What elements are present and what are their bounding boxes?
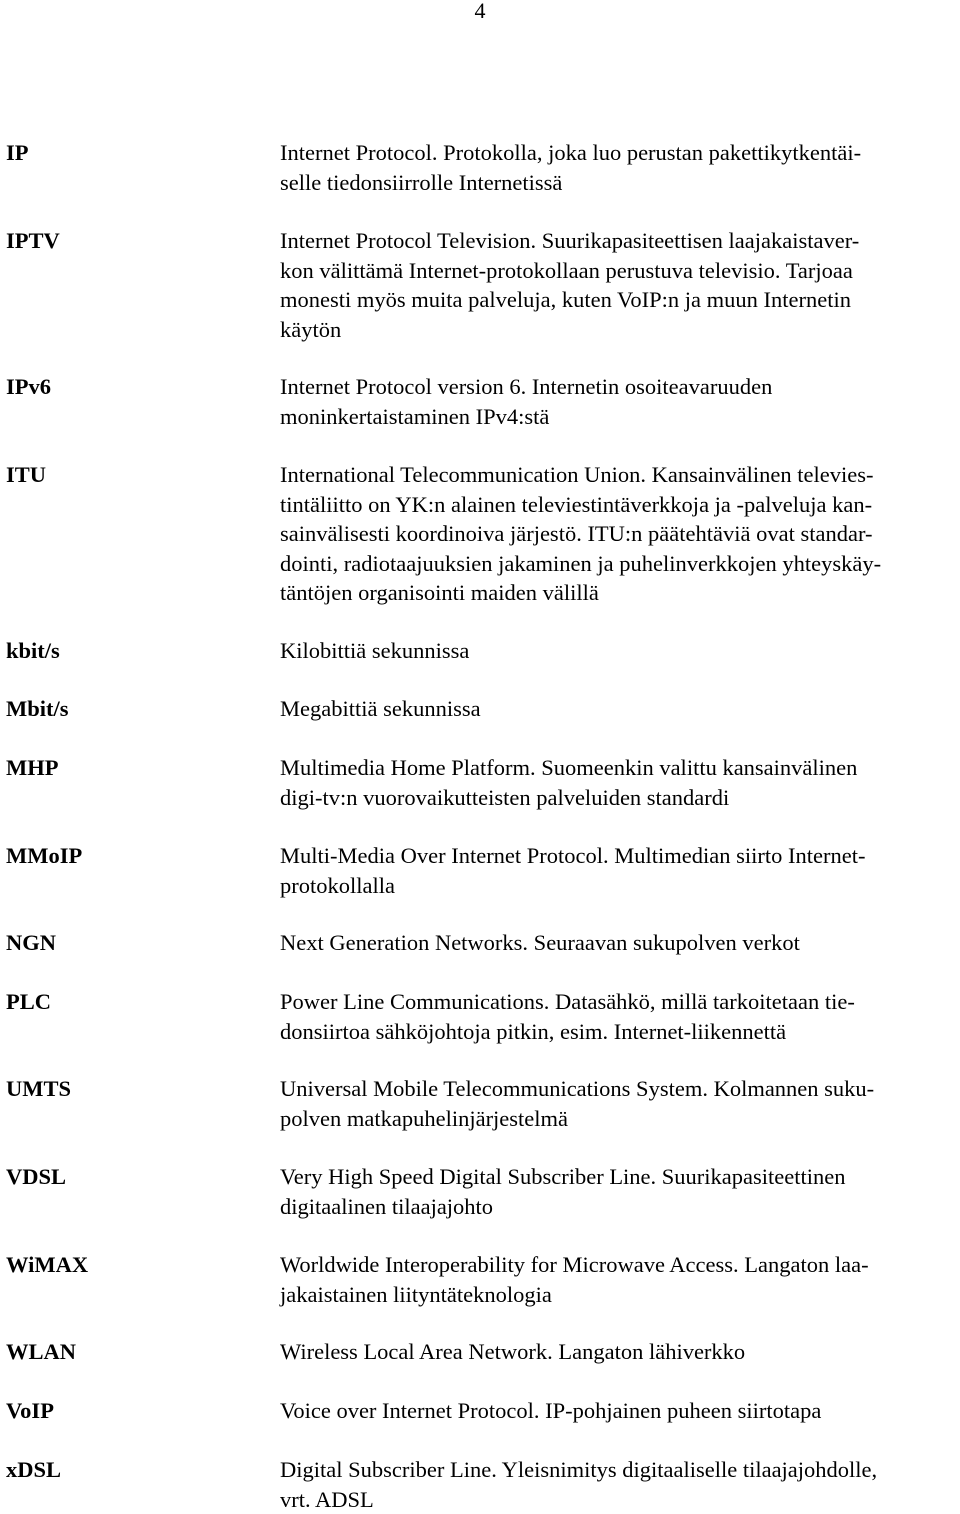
definition-line: sainvälisesti koordinoiva järjestö. ITU:n päätehtäviä ovat standar-: [280, 519, 955, 549]
glossary-term: Mbit/s: [6, 694, 69, 724]
glossary-definition: [280, 1396, 955, 1426]
definition-line: täntöjen organisointi maiden välillä: [280, 578, 955, 608]
definition-line: Digital Subscriber Line. Yleisnimitys digitaaliselle tilaajajohdolle,: [280, 1455, 955, 1485]
definition-line: Internet Protocol version 6. Internetin osoiteavaruuden: [280, 372, 955, 402]
glossary-definition: [280, 460, 955, 608]
definition-line: protokollalla: [280, 871, 955, 901]
definition-line: Multimedia Home Platform. Suomeenkin valittu kansainvälinen: [280, 753, 955, 783]
glossary-definition: [280, 694, 955, 724]
glossary-definition: [280, 987, 955, 1046]
glossary-definition: [280, 1455, 955, 1514]
glossary-term: kbit/s: [6, 636, 60, 666]
glossary-definition: [280, 1337, 955, 1367]
glossary-definition: [280, 753, 955, 812]
glossary-term: xDSL: [6, 1455, 61, 1485]
definition-line: Worldwide Interoperability for Microwave Access. Langaton laa-: [280, 1250, 955, 1280]
definition-line: Megabittiä sekunnissa: [280, 694, 955, 724]
definition-line: donsiirtoa sähköjohtoja pitkin, esim. Internet-liikennettä: [280, 1017, 955, 1047]
definition-line: kon välittämä Internet-protokollaan perustuva televisio. Tarjoaa: [280, 256, 955, 286]
glossary-definition: [280, 1162, 955, 1221]
definition-line: Next Generation Networks. Seuraavan sukupolven verkot: [280, 928, 955, 958]
definition-line: Voice over Internet Protocol. IP-pohjainen puheen siirtotapa: [280, 1396, 955, 1426]
definition-line: Universal Mobile Telecommunications System. Kolmannen suku-: [280, 1074, 955, 1104]
definition-line: Internet Protocol Television. Suurikapasiteettisen laajakaistaver-: [280, 226, 955, 256]
definition-line: tintäliitto on YK:n alainen televiestintäverkkoja ja -palveluja kan-: [280, 490, 955, 520]
definition-line: Multi-Media Over Internet Protocol. Multimedian siirto Internet-: [280, 841, 955, 871]
glossary-definition: [280, 138, 955, 197]
glossary-term: UMTS: [6, 1074, 71, 1104]
glossary-term: VoIP: [6, 1396, 54, 1426]
glossary-term: MMoIP: [6, 841, 82, 871]
glossary-definition: [280, 841, 955, 900]
definition-line: Very High Speed Digital Subscriber Line. Suurikapasiteettinen: [280, 1162, 955, 1192]
glossary-definition: [280, 372, 955, 431]
glossary-term: VDSL: [6, 1162, 66, 1192]
glossary-definition: [280, 226, 955, 344]
definition-line: International Telecommunication Union. Kansainvälinen televies-: [280, 460, 955, 490]
glossary-definition: [280, 636, 955, 666]
glossary-term: ITU: [6, 460, 46, 490]
glossary-definition: [280, 928, 955, 958]
definition-line: moninkertaistaminen IPv4:stä: [280, 402, 955, 432]
glossary-term: IP: [6, 138, 29, 168]
glossary-term: NGN: [6, 928, 56, 958]
definition-line: jakaistainen liityntäteknologia: [280, 1280, 955, 1310]
definition-line: Power Line Communications. Datasähkö, millä tarkoitetaan tie-: [280, 987, 955, 1017]
glossary-term: WiMAX: [6, 1250, 88, 1280]
glossary-definition: [280, 1074, 955, 1133]
definition-line: digitaalinen tilaajajohto: [280, 1192, 955, 1222]
definition-line: käytön: [280, 315, 955, 345]
glossary-term: WLAN: [6, 1337, 76, 1367]
definition-line: vrt. ADSL: [280, 1485, 955, 1514]
definition-line: dointi, radiotaajuuksien jakaminen ja puhelinverkkojen yhteyskäy-: [280, 549, 955, 579]
definition-line: digi-tv:n vuorovaikutteisten palveluiden standardi: [280, 783, 955, 813]
definition-line: selle tiedonsiirrolle Internetissä: [280, 168, 955, 198]
definition-line: monesti myös muita palveluja, kuten VoIP:n ja muun Internetin: [280, 285, 955, 315]
glossary-definition: [280, 1250, 955, 1309]
definition-line: Kilobittiä sekunnissa: [280, 636, 955, 666]
glossary-term: IPv6: [6, 372, 51, 402]
definition-line: Internet Protocol. Protokolla, joka luo perustan pakettikytkentäi-: [280, 138, 955, 168]
glossary-term: IPTV: [6, 226, 60, 256]
glossary-term: PLC: [6, 987, 51, 1017]
page-number: 4: [0, 0, 960, 26]
glossary-term: MHP: [6, 753, 58, 783]
definition-line: polven matkapuhelinjärjestelmä: [280, 1104, 955, 1134]
definition-line: Wireless Local Area Network. Langaton lähiverkko: [280, 1337, 955, 1367]
